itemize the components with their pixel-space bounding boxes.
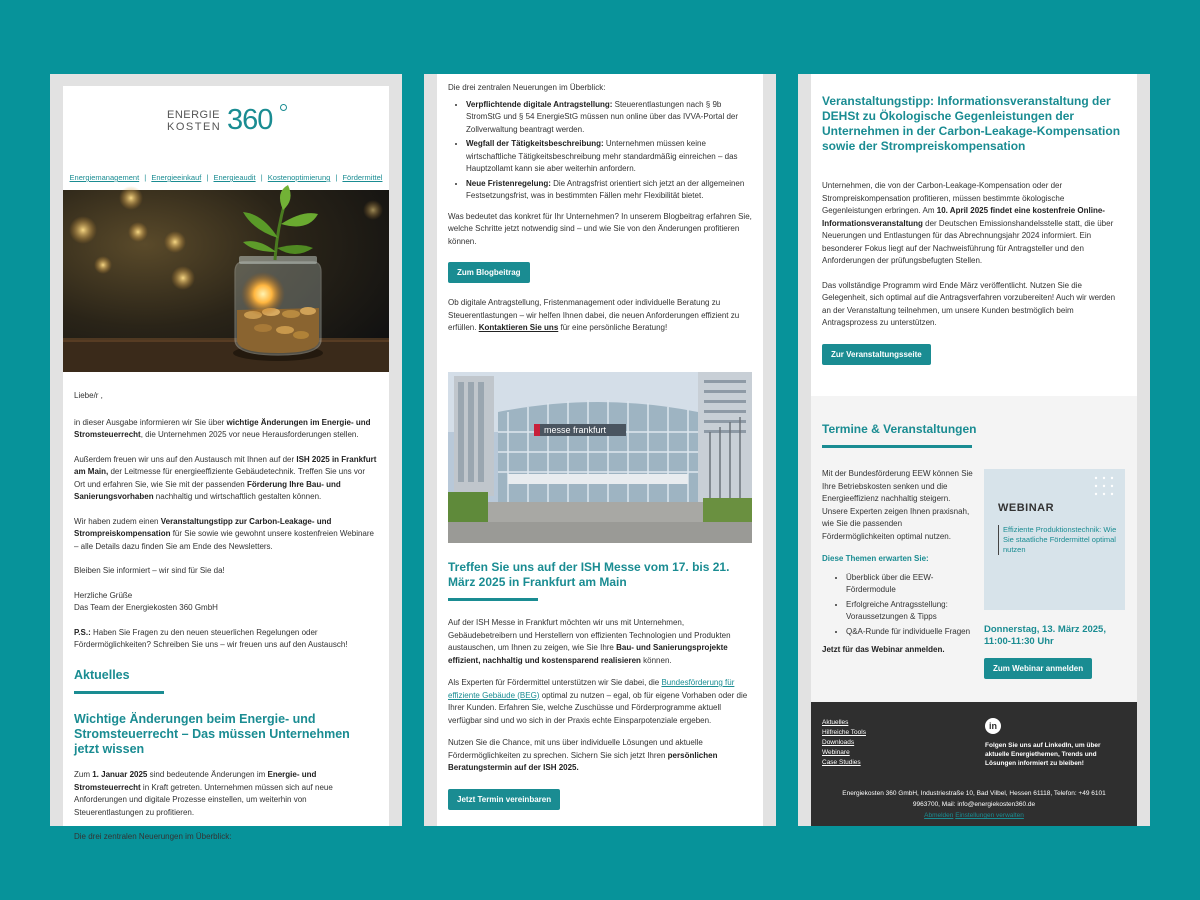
- article-paragraph-1: Zum 1. Januar 2025 sind bedeutende Änderungen im Energie- und Stromsteuerrecht in Kraft getreten. Unternehmen müssen sich auf neue Anforderungen und digitale Prozesse einstellen, um weiterhin von Steuerentlastungen zu profitieren.: [74, 770, 333, 817]
- webinar-date: Donnerstag, 13. März 2025, 11:00-11:30 Uhr: [984, 624, 1106, 647]
- webinar-description: [822, 468, 974, 657]
- article-paragraph-2: Die drei zentralen Neuerungen im Überblick:: [74, 832, 232, 841]
- nav-link-kostenoptimierung[interactable]: Kostenoptimierung: [267, 173, 331, 182]
- appointment-button[interactable]: Jetzt Termin vereinbaren: [448, 789, 560, 810]
- ish-paragraph-2: Als Experten für Fördermittel unterstützen wir Sie dabei, die Bundesförderung für effiziente Gebäude (BEG) optimal zu nutzen – egal, ob für eigene Vorhaben oder die Ihrer Kunden. Erfahren Sie, welche Zuschüsse und Förderprogramme aktuell verfügbar sind und wo sich in der Praxis echte Einsparpotenziale ergeben.: [448, 678, 748, 725]
- list-item: • Neue Fristenregelung: Die Antragsfrist orientiert sich jetzt an der allgemeinen Festsetzungsfrist, was in bestimmten Fällen mehr Flexibilität bietet.: [466, 178, 752, 203]
- manage-settings-link[interactable]: Einstellungen verwalten: [955, 812, 1024, 819]
- webinar-card[interactable]: [984, 469, 1125, 610]
- contact-paragraph: Ob digitale Antragstellung, Fristenmanagement oder individuelle Beratung zu Steuerentlastungen – wir helfen Ihnen dabei, die neuen Anforderungen effizient zu erfüllen. Kontaktieren Sie uns für eine persönliche Beratung!: [448, 298, 740, 332]
- newsletter-body-2: [437, 74, 763, 826]
- intro-text-block: [74, 390, 378, 652]
- intro-paragraph-4: Bleiben Sie informiert – wir sind für Sie da!: [74, 566, 225, 575]
- changes-block: [448, 82, 752, 335]
- section-divider: [74, 691, 164, 694]
- event-paragraph-1: Unternehmen, die von der Carbon-Leakage-Kompensation oder der Strompreiskompensation profitieren, müssen bestimmte ökologische Gegenleistungen erbringen. Am 10. April 2025 findet eine kostenfreie Online-Informationsveranstaltung der Deutschen Emissionshandelsstelle statt, die über Neuerungen und Entlastungen für das Abrechnungsjahr 2024 informiert. Ein besonderer Fokus liegt auf der Nachweisführung für Antragsteller und den Anforderungen der prüfungsbefugten Stellen.: [822, 181, 1114, 265]
- changes-list: [448, 99, 752, 203]
- hero-image-plant-jar: [63, 190, 389, 372]
- intro-paragraph-3: Wir haben zudem einen Veranstaltungstipp zur Carbon-Leakage- und Strompreiskompensation für Sie sowie wie gewohnt unsere kostenfreien Webinare – alle Details dazu finden Sie am Ende des Newsletters.: [74, 516, 374, 551]
- logo[interactable]: [167, 104, 287, 138]
- webinar-topic: Effiziente Produktionstechnik: Wie Sie staatliche Fördermittel optimal nutzen: [998, 525, 1118, 555]
- termine-divider: [822, 445, 972, 448]
- event-block: [822, 94, 1126, 365]
- footer-links: [822, 718, 866, 768]
- list-item: • Q&A-Runde für individuelle Fragen: [846, 626, 974, 639]
- events-section: [811, 396, 1137, 702]
- list-item: • Verpflichtende digitale Antragstellung: Steuerentlastungen nach § 9b StromStG und § 54 EnergieStG müssen nun online über das IVVA-Portal der Zollverwaltung beantragt werden.: [466, 99, 752, 137]
- list-item: • Überblick über die EEW-Fördermodule: [846, 572, 974, 597]
- dots-pattern-icon: [1093, 475, 1119, 501]
- blog-button[interactable]: Zum Blogbeitrag: [448, 262, 530, 283]
- ish-paragraph-3: Nutzen Sie die Chance, mit uns über individuelle Lösungen und aktuelle Fördermöglichkeiten zu sprechen. Sichern Sie sich jetzt Ihren persönlichen Beratungstermin auf der ISH 2025.: [448, 738, 718, 772]
- newsletter-body-3: [811, 74, 1137, 826]
- footer-link-tools[interactable]: Hilfreiche Tools: [822, 729, 866, 736]
- event-title: Veranstaltungstipp: Informationsveranstaltung der DEHSt zu Ökologische Gegenleistungen der Unternehmen in der Carbon-Leakage-Kompensation sowie der Strompreiskompensation: [822, 94, 1121, 153]
- unsubscribe-link[interactable]: Abmelden: [924, 812, 954, 819]
- nav-link-energieeinkauf[interactable]: Energieeinkauf: [151, 173, 202, 182]
- event-paragraph-2: Das vollständige Programm wird Ende März veröffentlicht. Nutzen Sie die Gelegenheit, sich optimal auf die Antragsverfahren vorzubereiten! Auch wir werden an der Veranstaltung teilnehmen, um unsere Kunden bestmöglich beim Antragsprozess zu unterstützen.: [822, 280, 1116, 327]
- contact-link[interactable]: Kontaktieren Sie uns: [478, 323, 559, 332]
- ish-divider: [448, 598, 538, 601]
- newsletter-page-3: [798, 74, 1150, 826]
- intro-paragraph-2: Außerdem freuen wir uns auf den Austausch mit Ihnen auf der ISH 2025 in Frankfurt am Main, der Leitmesse für energieeffiziente Gebäudetechnik. Treffen Sie uns vor Ort und erfahren Sie, wie Sie mit der passenden Förderung Ihre Bau- und Sanierungsvorhaben nachhaltig und wirtschaftlich gestalten können.: [74, 454, 377, 501]
- logo-text-bottom: KOSTEN: [167, 121, 222, 133]
- greeting: Liebe/r ,: [74, 391, 103, 400]
- list-item: • Wegfall der Tätigkeitsbeschreibung: Unternehmen müssen keine wirtschaftliche Tätigkeitsbeschreibung mehr standardmäßig einreichen – das Hauptzollamt kann sie aber weiterhin anfordern.: [466, 138, 752, 176]
- nav-link-foerdermittel[interactable]: Fördermittel: [342, 173, 383, 182]
- image-messe-frankfurt: [448, 372, 752, 543]
- sign-team: Das Team der Energiekosten 360 GmbH: [74, 603, 218, 612]
- footer-link-downloads[interactable]: Downloads: [822, 739, 855, 746]
- webinar-register-button[interactable]: Zum Webinar anmelden: [984, 658, 1092, 679]
- intro-paragraph-1: in dieser Ausgabe informieren wir Sie über wichtige Änderungen im Energie- und Stromsteuerrecht, die Unternehmen 2025 vor neue Herausforderungen stellen.: [74, 417, 371, 439]
- footer-link-case-studies[interactable]: Case Studies: [822, 759, 861, 766]
- footer: [811, 702, 1137, 826]
- newsletter-page-2: [424, 74, 776, 826]
- section-title-aktuelles: Aktuelles: [74, 668, 130, 682]
- ish-block: [448, 560, 752, 810]
- webinar-text: Mit der Bundesförderung EEW können Sie Ihre Betriebskosten senken und die Energieeffizienz nachhaltig steigern. Unsere Experten zeigen Ihnen praxisnah, wie Sie die passenden Fördermöglichkeiten optimal nutzen.: [822, 469, 973, 541]
- blog-teaser: Was bedeutet das konkret für Ihr Unternehmen? In unserem Blogbeitrag erfahren Sie, welche Schritte jetzt notwendig sind – und wie Sie von den Änderungen profitieren können.: [448, 211, 752, 246]
- top-nav: Energiemanagement | Energieeinkauf | Energieaudit | Kostenoptimierung | Fördermittel: [69, 173, 383, 182]
- event-page-button[interactable]: Zur Veranstaltungsseite: [822, 344, 931, 365]
- section-aktuelles: [74, 668, 378, 844]
- linkedin-icon[interactable]: in: [985, 718, 1001, 734]
- footer-link-webinare[interactable]: Webinare: [822, 749, 850, 756]
- ish-paragraph-1: Auf der ISH Messe in Frankfurt möchten wir uns mit Unternehmen, Gebäudebetreibern und Herstellern von effizienten Technologien und Produkten austauschen, um Ihnen zu zeigen, wie Sie Ihre Bau- und Sanierungsprojekte effizient, nachhaltig und kostensparend realisieren können.: [448, 618, 731, 665]
- newsletter-page-1: [50, 74, 402, 841]
- list-item: • Erfolgreiche Antragsstellung: Voraussetzungen & Tipps: [846, 599, 974, 624]
- ish-title: Treffen Sie uns auf der ISH Messe vom 17. bis 21. März 2025 in Frankfurt am Main: [448, 560, 730, 589]
- webinar-cta-text: Jetzt für das Webinar anmelden.: [822, 645, 945, 654]
- footer-actions: [811, 812, 1137, 819]
- logo-number: 360: [227, 104, 273, 136]
- logo-text-top: ENERGIE: [167, 109, 221, 121]
- termine-heading-wrap: [822, 422, 976, 448]
- webinar-topics-list: [822, 572, 974, 639]
- building-sign: messe frankfurt: [544, 425, 607, 435]
- footer-link-aktuelles[interactable]: Aktuelles: [822, 719, 849, 726]
- changes-intro: Die drei zentralen Neuerungen im Überblick:: [448, 83, 606, 92]
- termine-title: Termine & Veranstaltungen: [822, 422, 977, 436]
- footer-address: Energiekosten 360 GmbH, Industriestraße 10, Bad Vilbel, Hessen 61118, Telefon: +49 6101 9963700, Mail: info@energiekosten360.de: [842, 790, 1106, 808]
- webinar-topics-heading: Diese Themen erwarten Sie:: [822, 554, 929, 563]
- nav-link-energieaudit[interactable]: Energieaudit: [213, 173, 256, 182]
- logo-degree-icon: [280, 104, 287, 111]
- webinar-label: WEBINAR: [998, 502, 1055, 514]
- linkedin-text: Folgen Sie uns auf LinkedIn, um über aktuelle Energiethemen, Trends und Lösungen informiert zu bleiben!: [985, 742, 1101, 767]
- beg-link[interactable]: Bundesförderung für effiziente Gebäude (BEG): [448, 678, 735, 700]
- postscript: P.S.: Haben Sie Fragen zu den neuen steuerlichen Regelungen oder Fördermöglichkeiten? Schreiben Sie uns – wir freuen uns auf den Austausch!: [74, 627, 348, 649]
- nav-link-energiemanagement[interactable]: Energiemanagement: [69, 173, 140, 182]
- article-title-energiesteuer: Wichtige Änderungen beim Energie- und Stromsteuerrecht – Das müssen Unternehmen jetzt wissen: [74, 712, 350, 756]
- sign-off: Herzliche Grüße: [74, 590, 133, 600]
- newsletter-body-1: [63, 86, 389, 841]
